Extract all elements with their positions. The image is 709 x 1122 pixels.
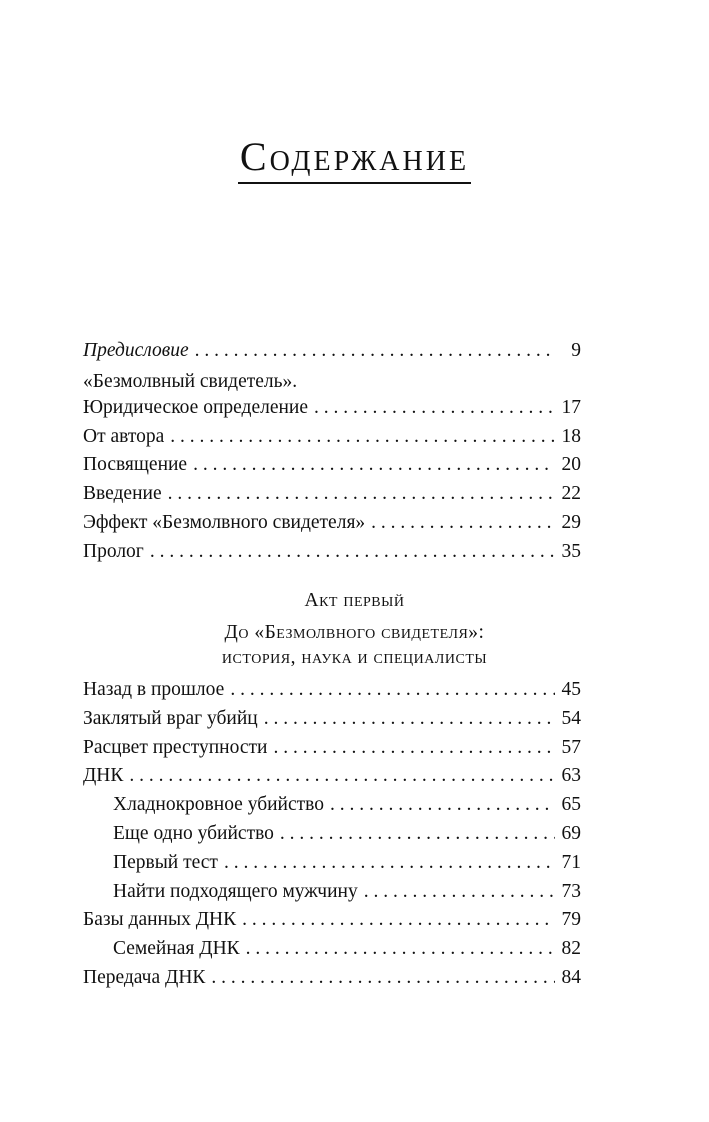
act-subtitle-line1: До «Безмолвного свидетеля»: xyxy=(224,622,485,643)
toc-entry-label: Найти подходящего мужчину xyxy=(113,880,358,902)
act-subtitle xyxy=(0,620,709,670)
toc-entry-page: 71 xyxy=(561,851,581,873)
toc-entry-label: Предисловие xyxy=(83,340,189,361)
toc-entry-label: Семейная ДНК xyxy=(113,938,240,960)
toc-entry-page: 79 xyxy=(561,909,581,931)
dot-leader xyxy=(195,337,555,366)
toc-entry-page: 82 xyxy=(561,938,581,960)
toc-entry-label: Посвящение xyxy=(83,454,188,476)
title-container xyxy=(0,134,709,184)
toc-entry[interactable] xyxy=(83,394,581,423)
act-heading: Акт первый xyxy=(304,590,405,611)
toc-entry-label: Еще одно убийство xyxy=(113,822,274,844)
toc-subentry[interactable] xyxy=(83,935,581,964)
toc-entry-page: 73 xyxy=(561,880,581,902)
dot-leader xyxy=(246,935,555,964)
toc-entry-page: 17 xyxy=(561,396,581,418)
toc-entry-label: Хладнокровное убийство xyxy=(113,794,324,816)
toc-entry-page: 57 xyxy=(561,736,581,758)
dot-leader xyxy=(280,820,555,849)
toc-entry-label: Эффект «Безмолвного свидетеля» xyxy=(83,511,366,533)
toc-entry-page: 18 xyxy=(561,425,581,447)
toc-entry-label: «Безмолвный свидетель». xyxy=(83,370,298,392)
toc-entry[interactable] xyxy=(83,423,581,452)
toc-entry-label: Введение xyxy=(83,483,162,505)
dot-leader xyxy=(224,849,555,878)
act-subtitle-line2: история, наука и специалисты xyxy=(221,647,488,668)
toc-subentry[interactable] xyxy=(83,878,581,907)
dot-leader xyxy=(364,878,555,907)
toc-entry-page: 54 xyxy=(561,707,581,729)
dot-leader xyxy=(371,509,555,538)
toc-entry-page: 29 xyxy=(561,511,581,533)
dot-leader xyxy=(168,480,555,509)
toc-entry-page: 69 xyxy=(561,822,581,844)
toc-entry-page: 35 xyxy=(561,540,581,562)
toc-entry-page: 45 xyxy=(561,679,581,700)
toc-entry[interactable] xyxy=(83,762,581,791)
toc-entry-label: Юридическое определение xyxy=(83,396,309,418)
toc-entry-label: ДНК xyxy=(83,765,124,787)
toc-entry[interactable] xyxy=(83,906,581,935)
dot-leader xyxy=(129,762,555,791)
dot-leader xyxy=(193,451,555,480)
dot-leader xyxy=(211,964,555,993)
toc-entry-page: 22 xyxy=(561,483,581,505)
toc-entry-label: Расцвет преступности xyxy=(83,736,268,758)
toc-entry-page: 65 xyxy=(561,794,581,816)
toc-entry[interactable] xyxy=(83,705,581,734)
toc-entry-page: 9 xyxy=(571,340,581,361)
toc-subentry[interactable] xyxy=(83,791,581,820)
toc-entry[interactable] xyxy=(83,734,581,763)
toc-entry-line1[interactable] xyxy=(83,370,581,394)
toc-subentry[interactable] xyxy=(83,820,581,849)
toc-entry[interactable] xyxy=(83,964,581,993)
toc-entry-label: Пролог xyxy=(83,540,144,562)
dot-leader xyxy=(230,676,555,705)
toc-entry-page: 63 xyxy=(561,765,581,787)
toc-list-act-one xyxy=(83,676,581,993)
toc-entry[interactable] xyxy=(83,509,581,538)
dot-leader xyxy=(264,705,555,734)
toc-entry[interactable] xyxy=(83,538,581,567)
dot-leader xyxy=(314,394,555,423)
toc-entry-label: Первый тест xyxy=(113,851,218,873)
toc-entry-page: 84 xyxy=(561,966,581,988)
toc-entry[interactable] xyxy=(83,480,581,509)
toc-entry-page: 20 xyxy=(561,454,581,476)
dot-leader xyxy=(330,791,555,820)
toc-entry[interactable] xyxy=(83,676,581,705)
page-title: Содержание xyxy=(238,134,471,184)
toc-entry-label: Заклятый враг убийц xyxy=(83,707,258,729)
toc-entry[interactable] xyxy=(83,451,581,480)
toc-entry-label: Назад в прошлое xyxy=(83,679,225,700)
dot-leader xyxy=(170,423,555,452)
toc-entry-label: От автора xyxy=(83,425,165,447)
toc-entry-label: Базы данных ДНК xyxy=(83,909,237,931)
toc-subentry[interactable] xyxy=(83,849,581,878)
dot-leader xyxy=(273,734,555,763)
toc-entry[interactable] xyxy=(83,337,581,366)
dot-leader xyxy=(242,906,555,935)
toc-entry-label: Передача ДНК xyxy=(83,966,206,988)
dot-leader xyxy=(150,538,555,567)
toc-list-front-matter xyxy=(83,337,581,567)
